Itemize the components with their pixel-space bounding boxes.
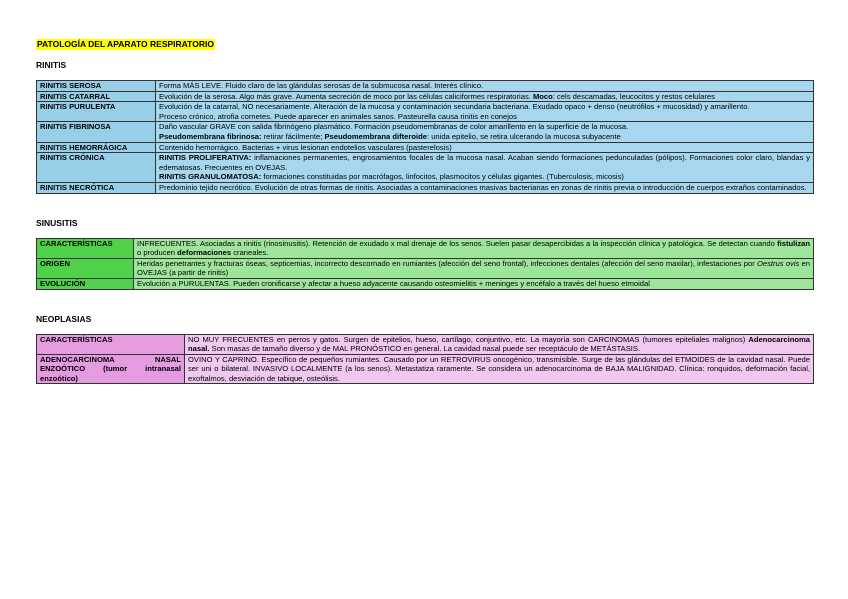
row-description xyxy=(156,91,814,102)
description-line xyxy=(159,81,810,91)
text-segment: Daño vascular GRAVE con salida fibrinógeno plasmático. Formación pseudomembranas de color amarillento en la superficie de la mucosa. xyxy=(159,122,629,132)
text-segment: Moco xyxy=(532,91,553,101)
neoplasias-heading: NEOPLASIAS xyxy=(36,313,92,324)
text-segment: Pseudomembrana fibrinosa: xyxy=(159,131,262,141)
text-segment: fistulizan xyxy=(777,238,810,248)
text-segment: RINITIS GRANULOMATOSA: xyxy=(159,172,262,182)
table-row xyxy=(37,81,814,92)
text-segment: Proceso crónico, atrofia cornetes. Puede aparecer en animales sanos. Pasteurella causa rinitis en conejos xyxy=(159,111,517,121)
table-row xyxy=(37,142,814,153)
description-line xyxy=(159,92,810,102)
neoplasias-table xyxy=(36,334,814,385)
text-segment: Evolución de la catarral, NO necesariamente. Alteración de la mucosa y contaminación secundaria bacteriana. Exudado opaco + denso (neutrófilos + mucosidad) y amarillento. xyxy=(159,102,750,112)
description-line xyxy=(159,102,810,112)
row-label: ADENOCARCINOMA NASAL ENZOÓTICO (tumor intranasal enzoótico) xyxy=(37,354,185,384)
rinitis-heading: RINITIS xyxy=(36,60,67,70)
text-segment: o producen xyxy=(137,248,178,258)
document-title-text: PATOLOGÍA DEL APARATO RESPIRATORIO xyxy=(37,39,214,49)
description-line xyxy=(188,335,810,354)
text-segment: INFRECUENTES. Asociadas a rinitis (rinosinusitis). Retención de exudado x mal drenaje de los senos. Suelen pasar desapercibidas a la inspección clínica y patológica. Se detectan cuando xyxy=(137,238,778,248)
table-row xyxy=(37,354,814,384)
document-title xyxy=(36,34,814,52)
row-description xyxy=(156,153,814,183)
row-label: RINITIS HEMORRÁGICA xyxy=(37,142,156,153)
text-segment: RINITIS PROLIFERATIVA: xyxy=(159,153,252,163)
text-segment: Adenocarcinoma nasal. xyxy=(188,334,810,354)
description-line xyxy=(137,239,810,258)
row-label: CARACTERÍSTICAS xyxy=(37,334,185,354)
row-label: RINITIS PURULENTA xyxy=(37,102,156,122)
description-line xyxy=(159,153,810,172)
row-description xyxy=(185,354,814,384)
sinusitis-table xyxy=(36,238,814,290)
table-row xyxy=(37,91,814,102)
row-description xyxy=(134,238,814,258)
row-label: EVOLUCIÓN xyxy=(37,278,134,289)
row-description xyxy=(156,102,814,122)
row-label: RINITIS SEROSA xyxy=(37,81,156,92)
row-description xyxy=(134,258,814,278)
text-segment: Predominio tejido necrótico. Evolución de otras formas de rinitis. Asociadas a contaminaciones masivas bacterianas en zonas de rinitis previa o introducción de cuerpos extraños contaminados. xyxy=(159,182,807,192)
table-row xyxy=(37,102,814,122)
text-segment: NO MUY FRECUENTES en perros y gatos. Surgen de epitelios, hueso, cartílago, conjuntivo, etc. La mayoría son CARCINOMAS (tumores epiteliales malignos) xyxy=(188,334,749,344)
text-segment: Heridas penetrantes y fracturas óseas, septicemias, incorrecto descornado en rumiantes (afección del seno frontal), infecciones dentales (afección del seno maxilar), infestaciones por xyxy=(137,258,757,268)
row-description xyxy=(156,142,814,153)
text-segment: deformaciones xyxy=(177,248,232,258)
row-label: CARACTERÍSTICAS xyxy=(37,238,134,258)
row-label: RINITIS CRÓNICA xyxy=(37,153,156,183)
description-line xyxy=(159,143,810,153)
text-segment: inflamaciones permanentes, engrosamientos focales de la mucosa nasal. Acaban siendo formaciones pedunculadas (pólipos). Formaciones color claro, blandas y edematosas. Frecuentes en OVEJAS. xyxy=(159,153,811,172)
text-segment: : unida epitelio, se retira ulcerando la mucosa subyacente xyxy=(426,131,621,141)
description-line xyxy=(188,355,810,384)
text-segment: Evolución de la serosa. Algo más grave. Aumenta secreción de moco por las células caliciformes respiratorias. xyxy=(159,91,533,101)
description-line xyxy=(159,172,810,182)
row-label: RINITIS FIBRINOSA xyxy=(37,122,156,142)
row-label: RINITIS CATARRAL xyxy=(37,91,156,102)
table-row xyxy=(37,122,814,142)
text-segment: formaciones constituidas por macrófagos, linfocitos, plasmocitos y células gigantes. (Tuberculosis, micosis) xyxy=(261,172,624,182)
row-label: RINITIS NECRÓTICA xyxy=(37,182,156,193)
table-row xyxy=(37,153,814,183)
description-line xyxy=(137,259,810,278)
table-row xyxy=(37,238,814,258)
table-row xyxy=(37,278,814,289)
text-segment: retirar fácilmente; xyxy=(261,131,325,141)
text-segment: Son masas de tamaño diverso y de MAL PRONÓSTICO en general. La cavidad nasal puede ser receptáculo de METÁSTASIS. xyxy=(209,344,641,354)
text-segment: Oestrus ovis xyxy=(756,258,800,268)
rinitis-table xyxy=(36,80,814,194)
row-description xyxy=(156,122,814,142)
description-line xyxy=(159,183,810,193)
table-row xyxy=(37,258,814,278)
row-description xyxy=(185,334,814,354)
text-segment: Pseudomembrana difteroide xyxy=(324,131,427,141)
document-page xyxy=(36,34,814,384)
sinusitis-heading: SINUSITIS xyxy=(36,217,78,228)
text-segment: OVINO Y CAPRINO. Específico de pequeños rumiantes. Causado por un RETROVIRUS oncogénico, transmisible. Surge de las glándulas del ETMOIDES de la cavidad nasal. Puede ser uni o bilateral. INVASIVO LOCALMENTE (a los senos). Metastatiza raramente. Se considera un adenocarcinoma de BAJA MALIGNIDAD. Clínica: ronquidos, deformación facial, exoftalmos, desviación de tabique, osteólisis. xyxy=(188,354,810,383)
table-row xyxy=(37,182,814,193)
text-segment: Contenido hemorrágico. Bacterias + virus lesionan endotelios vasculares (pasterelosis) xyxy=(159,142,452,152)
text-segment: en OVEJAS (a partir de rinitis) xyxy=(137,258,810,278)
row-description xyxy=(156,81,814,92)
row-description xyxy=(134,278,814,289)
text-segment: : cels descamadas, leucocitos y restos celulares xyxy=(552,91,715,101)
table-row xyxy=(37,334,814,354)
description-line xyxy=(159,132,810,142)
text-segment: Forma MÁS LEVE. Fluido claro de las glándulas serosas de la submucosa nasal. Interés clínico. xyxy=(159,81,484,90)
row-label: ORIGEN xyxy=(37,258,134,278)
row-description xyxy=(156,182,814,193)
text-segment: Evolución a PURULENTAS. Pueden cronificarse y afectar a hueso adyacente causando osteomielitis + meninges y encéfalo a través del hueso etmoidal xyxy=(137,278,650,288)
description-line xyxy=(159,112,810,122)
description-line xyxy=(159,122,810,132)
description-line xyxy=(137,279,810,289)
text-segment: craneales. xyxy=(231,248,269,258)
